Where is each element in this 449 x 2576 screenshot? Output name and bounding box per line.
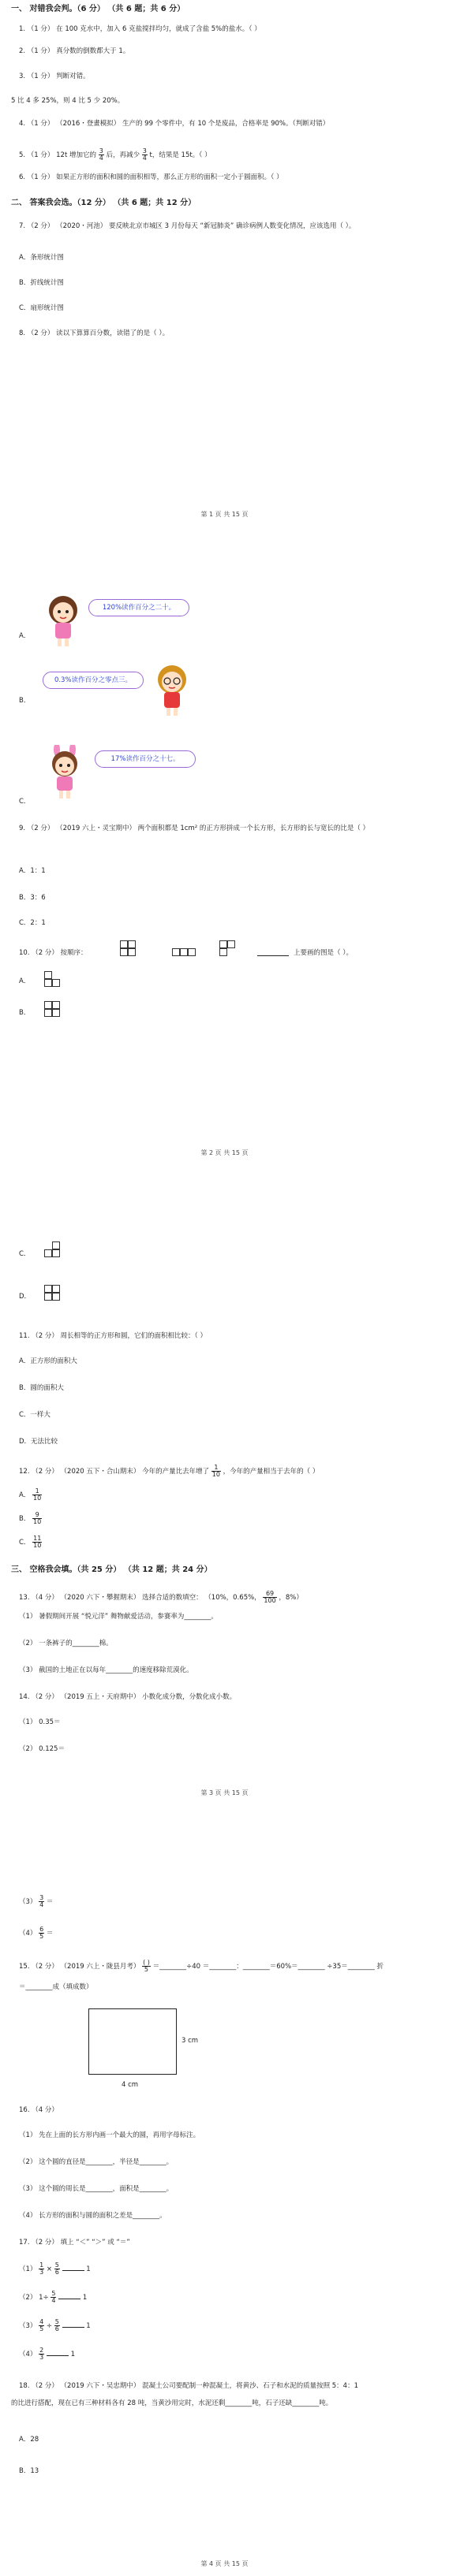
numerator: 2 bbox=[39, 2347, 44, 2354]
item-label: （1） bbox=[19, 2265, 37, 2273]
q16-item-1: （1） 先在上面的长方形内画一个最大的圆，再用字母标注。 bbox=[19, 2131, 200, 2139]
fraction bbox=[54, 2262, 60, 2276]
page-footer: 第 1 页 共 15 页 bbox=[200, 511, 249, 518]
q12-option-a bbox=[19, 1488, 42, 1502]
numerator: 4 bbox=[39, 2318, 44, 2325]
question-17: 17. （2 分） 填上 “＜” “＞” 或 “＝” bbox=[19, 2239, 130, 2247]
question-5-text-2: 后，再减少 bbox=[106, 151, 140, 159]
numerator: 1 bbox=[32, 1488, 42, 1495]
q7-option-a: A．条形统计图 bbox=[19, 254, 64, 262]
q14-item-4 bbox=[19, 1926, 53, 1940]
equals-sign: ＝ bbox=[46, 1898, 54, 1906]
q7-option-c: C．扇形统计图 bbox=[19, 304, 64, 312]
question-6: 6. （1 分） 如果正方形的面积和圆的面积相等，那么正方形的面积一定小于圆面积。（ ） bbox=[19, 173, 283, 181]
item-label: （3） bbox=[19, 2322, 37, 2330]
page-footer: 第 3 页 共 15 页 bbox=[200, 1789, 249, 1796]
section2-title: 二、 答案我会选。（12 分） （共 6 题；共 12 分） bbox=[11, 199, 196, 207]
question-15-tail: ＝________成（填成数） bbox=[19, 1983, 93, 1991]
q10-option-a: A． bbox=[19, 977, 31, 985]
numerator: 5 bbox=[51, 2290, 56, 2297]
q14-item-2: （2） 0.125＝ bbox=[19, 1745, 65, 1753]
cartoon-bunny-girl-illustration bbox=[41, 745, 88, 800]
item-label: （4） bbox=[19, 1930, 37, 1938]
question-7: 7. （2 分） （2020・河池） 要反映北京市城区 3 月份每天 “新冠肺炎” 确诊病例人数变化情况，应该选用（ ）。 bbox=[19, 222, 356, 230]
q11-option-b: B．圆的面积大 bbox=[19, 1384, 64, 1392]
question-15 bbox=[19, 1960, 384, 1973]
rectangle-width-label: 4 cm bbox=[122, 2081, 139, 2089]
answer-blank[interactable] bbox=[58, 2292, 80, 2299]
q13-item-1: （1） 暑假期间开展 “悦元洋” 舞物献爱活动，参赛率为________。 bbox=[19, 1613, 218, 1621]
equals-sign: ＝ bbox=[46, 1930, 54, 1938]
rectangle-height-label: 3 cm bbox=[181, 2037, 199, 2045]
denominator: 10 bbox=[33, 1542, 42, 1549]
numerator: 5 bbox=[54, 2261, 59, 2269]
q13-item-3: （3） 截国的土地正在以每年________的速度移除荒漠化。 bbox=[19, 1666, 193, 1674]
answer-blank[interactable] bbox=[62, 2321, 84, 2328]
fraction bbox=[263, 1591, 276, 1604]
numerator: 6 bbox=[39, 1926, 44, 1933]
fraction bbox=[142, 1960, 151, 1973]
denominator: 5 bbox=[144, 1966, 149, 1973]
question-18-continued: 的比进行搭配，现在已有三种材料各有 28 吨，当黄沙用完时，水泥还剩________吨，石子还缺________吨。 bbox=[11, 2399, 333, 2407]
fraction bbox=[32, 1536, 42, 1549]
q7-option-b: B．折线统计图 bbox=[19, 279, 64, 287]
q11-option-d: D．无法比较 bbox=[19, 1438, 58, 1446]
question-13-tail: ，8%） bbox=[279, 1594, 303, 1602]
denominator: 100 bbox=[264, 1597, 276, 1604]
question-2: 2. （1 分） 真分数的倒数都大于 1。 bbox=[19, 47, 130, 55]
speech-bubble-b: 0.3%读作百分之零点三。 bbox=[43, 672, 144, 689]
q14-item-3 bbox=[19, 1895, 53, 1908]
question-12-text: 12. （2 分） （2020 五下・合山期末） 今年的产量比去年增了 bbox=[19, 1468, 210, 1476]
option-label: A． bbox=[19, 1491, 31, 1499]
numerator: 11 bbox=[33, 1535, 42, 1542]
denominator: 4 bbox=[142, 154, 147, 162]
question-12-tail: ，今年的产量相当于去年的（ ） bbox=[223, 1468, 320, 1476]
section1-title: 一、 对错我会判。（6 分） （共 6 题；共 6 分） bbox=[11, 5, 185, 13]
question-14: 14. （2 分） （2019 五上・天府期中） 小数化成分数，分数化成小数。 bbox=[19, 1693, 237, 1701]
q8-option-b: B． bbox=[19, 697, 31, 705]
denominator: 5 bbox=[39, 1933, 44, 1940]
numerator: 1 bbox=[39, 2261, 44, 2269]
fraction bbox=[39, 2347, 44, 2361]
fraction bbox=[54, 2319, 60, 2332]
fraction bbox=[142, 148, 148, 162]
item-label: （2） bbox=[19, 2294, 37, 2302]
numerator: 3 bbox=[142, 147, 147, 154]
q18-option-a: A．28 bbox=[19, 2436, 39, 2444]
denominator: 10 bbox=[33, 1518, 42, 1525]
numerator: 5 bbox=[54, 2318, 59, 2325]
q13-item-2: （2） 一条裤子的________棉。 bbox=[19, 1640, 113, 1647]
question-4: 4. （1 分） （2016・登畫模拟） 生产的 99 个零件中，有 10 个是废品，合格率是 90%。（判断对错） bbox=[19, 120, 330, 128]
denominator: 3 bbox=[39, 2269, 44, 2276]
question-3: 3. （1 分） 判断对错。 bbox=[19, 73, 90, 80]
q8-option-a: A． bbox=[19, 632, 31, 640]
numerator: 1 bbox=[211, 1465, 221, 1472]
rectangle-figure bbox=[88, 2008, 177, 2075]
q8-option-c: C． bbox=[19, 798, 31, 806]
question-15-middle: ＝________÷40 ＝________：________＝60%＝________ ÷35＝________ 折 bbox=[152, 1963, 384, 1971]
sequence-blank bbox=[257, 949, 289, 956]
item-label: （4） bbox=[19, 2351, 37, 2358]
fraction bbox=[32, 1512, 42, 1525]
numerator: ( ) bbox=[143, 1959, 150, 1966]
q12-option-b bbox=[19, 1512, 42, 1525]
fraction bbox=[51, 2291, 56, 2304]
denominator: 10 bbox=[33, 1495, 42, 1502]
q10-option-c: C． bbox=[19, 1250, 31, 1258]
fraction bbox=[99, 148, 104, 162]
q11-option-a: A．正方形的面积大 bbox=[19, 1357, 77, 1365]
question-13-text: 13. （4 分） （2020 六下・攀握期末） 选择合适的数填空： bbox=[19, 1594, 203, 1602]
question-12 bbox=[19, 1465, 319, 1478]
question-16: 16. （4 分） bbox=[19, 2106, 58, 2114]
fraction bbox=[32, 1488, 42, 1502]
q17-item-4: （4） $\frac{2}{3}$ 1 bbox=[19, 2347, 76, 2361]
fraction bbox=[39, 1895, 44, 1908]
fraction bbox=[39, 2319, 44, 2332]
numerator: 3 bbox=[99, 147, 103, 154]
q10-option-b: B． bbox=[19, 1009, 31, 1017]
numerator: 3 bbox=[39, 1894, 44, 1901]
question-3-statement: 5 比 4 多 25%，则 4 比 5 少 20%。 bbox=[11, 97, 125, 105]
q16-item-2: （2） 这个圆的直径是________，半径是________。 bbox=[19, 2158, 174, 2166]
answer-blank[interactable] bbox=[62, 2264, 84, 2271]
denominator: 4 bbox=[51, 2297, 56, 2304]
denominator: 6 bbox=[54, 2269, 59, 2276]
denominator: 5 bbox=[39, 2325, 44, 2332]
denominator: 4 bbox=[39, 1901, 44, 1908]
page-footer: 第 4 页 共 15 页 bbox=[200, 2560, 249, 2567]
q14-item-1: （1） 0.35＝ bbox=[19, 1718, 61, 1726]
q17-item-2: （2） 1÷ $\frac{5}{4}$ 1 bbox=[19, 2290, 88, 2304]
q10-option-d: D． bbox=[19, 1293, 32, 1301]
question-10: 10. （2 分） 按顺序： bbox=[19, 949, 88, 957]
operator: 1÷ bbox=[39, 2294, 49, 2302]
denominator: 4 bbox=[99, 154, 103, 162]
q16-item-4: （4） 长方形的面积与圆的面积之差是________。 bbox=[19, 2212, 167, 2220]
cartoon-girl-illustration bbox=[39, 593, 87, 648]
cartoon-girl-glasses-illustration bbox=[148, 662, 196, 717]
question-9: 9. （2 分） （2019 六上・灵宝期中） 两个面积都是 1cm² 的正方形拼成一个长方形，长方形的长与宽长的比是（ ） bbox=[19, 825, 370, 832]
item-label: （3） bbox=[19, 1898, 37, 1906]
question-15-text: 15. （2 分） （2019 六上・陇县月考） bbox=[19, 1963, 140, 1971]
speech-bubble-a: 120%读作百分之二十。 bbox=[88, 599, 189, 616]
answer-blank[interactable] bbox=[47, 2349, 69, 2356]
numerator: 9 bbox=[32, 1512, 42, 1519]
q9-option-a: A．1：1 bbox=[19, 867, 46, 875]
question-5-text: 5. （1 分） 12t 增加它的 bbox=[19, 151, 96, 159]
denominator: 6 bbox=[54, 2325, 59, 2332]
question-5-text-3: t，结果是 15t。（ ） bbox=[149, 151, 211, 159]
section3-title: 三、 空格我会填。（共 25 分） （共 12 题；共 24 分） bbox=[11, 1565, 212, 1574]
question-18: 18. （2 分） （2019 六下・吴忠期中） 混凝土公司要配制一种混凝土，将黄沙、石子和水泥的质量按照 5：4：1 bbox=[19, 2382, 358, 2390]
question-13-values: （10%，0.65%， bbox=[204, 1594, 261, 1602]
operator: × bbox=[46, 2265, 53, 2273]
q18-option-b: B．13 bbox=[19, 2467, 39, 2475]
option-label: B． bbox=[19, 1515, 31, 1523]
q9-option-b: B．3：6 bbox=[19, 894, 46, 902]
speech-bubble-c: 17%读作百分之十七。 bbox=[95, 750, 196, 768]
question-1: 1. （1 分） 在 100 克水中，加入 6 克盐搅拌均匀，就成了含盐 5%的盐水。（ ） bbox=[19, 25, 261, 33]
q11-option-c: C．一样大 bbox=[19, 1411, 51, 1419]
fraction bbox=[39, 1926, 44, 1940]
question-10-tail: 上要画的图是（ ）。 bbox=[294, 949, 353, 957]
q17-item-3: （3） $\frac{4}{5}$ ÷ $\frac{5}{6}$ 1 bbox=[19, 2318, 91, 2332]
q9-option-c: C．2：1 bbox=[19, 919, 46, 927]
operator: ÷ bbox=[46, 2322, 53, 2330]
page-footer: 第 2 页 共 15 页 bbox=[200, 1149, 249, 1156]
question-11: 11. （2 分） 周长相等的正方形和圆，它们的面积相比较：（ ） bbox=[19, 1332, 207, 1340]
question-5 bbox=[19, 148, 211, 162]
q16-item-3: （3） 这个圆的周长是________，面积是________。 bbox=[19, 2185, 174, 2193]
q12-option-c bbox=[19, 1536, 42, 1549]
fraction bbox=[39, 2262, 44, 2276]
fraction bbox=[211, 1465, 221, 1478]
denominator: 10 bbox=[211, 1471, 220, 1478]
question-8: 8. （2 分） 读以下算算百分数，读错了的是（ ）。 bbox=[19, 329, 170, 337]
question-13 bbox=[19, 1591, 303, 1604]
q17-item-1: （1） $\frac{1}{3}$ × $\frac{5}{6}$ 1 bbox=[19, 2261, 91, 2276]
option-label: C． bbox=[19, 1539, 31, 1547]
denominator: 3 bbox=[39, 2354, 44, 2361]
numerator: 69 bbox=[263, 1591, 276, 1598]
